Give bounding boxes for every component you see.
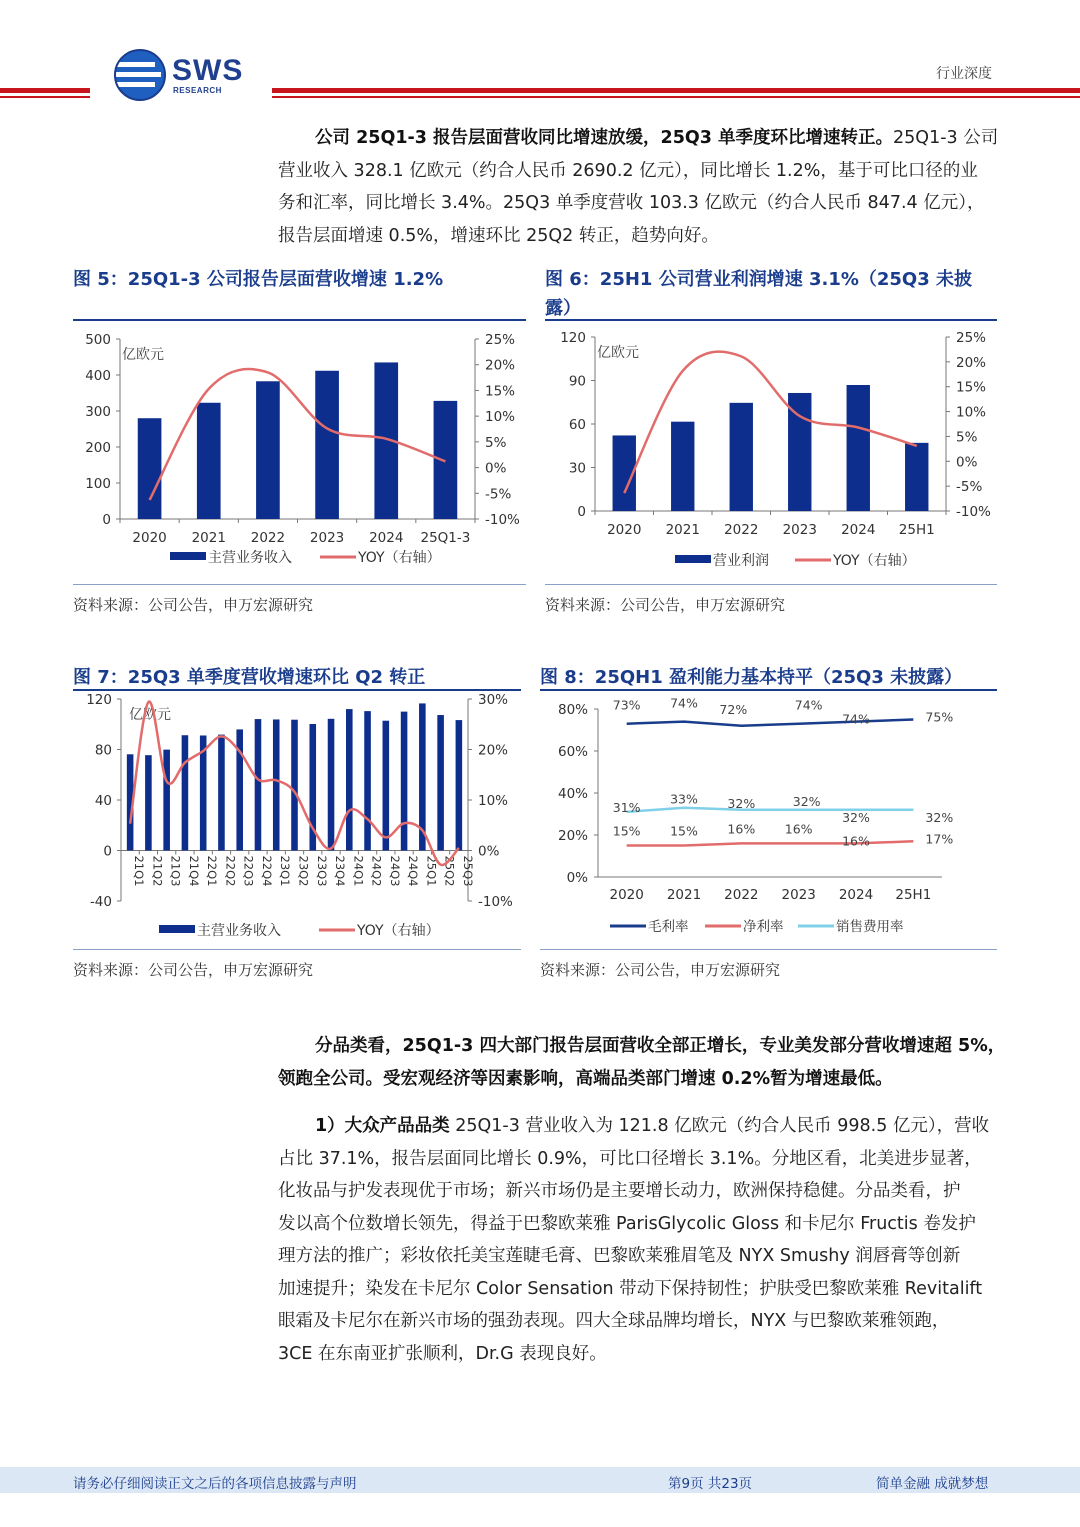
figure-6-top-rule bbox=[545, 319, 997, 321]
x-tick-label: 22Q3 bbox=[241, 855, 256, 887]
bar bbox=[671, 422, 694, 511]
legend-label-line: YOY（右轴） bbox=[833, 553, 916, 569]
x-tick-label: 2020 bbox=[609, 887, 644, 903]
data-label: 16% bbox=[784, 821, 813, 837]
data-label: 32% bbox=[925, 809, 954, 825]
bar bbox=[255, 719, 262, 850]
bar bbox=[401, 712, 408, 851]
data-label: 32% bbox=[727, 795, 756, 811]
y-tick-label: 80% bbox=[557, 702, 588, 718]
legend-label-bar: 主营业务收入 bbox=[197, 923, 281, 939]
paragraph-3-line: 3CE 在东南亚扩张顺利，Dr.G 表现良好。 bbox=[278, 1343, 607, 1364]
data-label: 32% bbox=[792, 793, 821, 809]
paragraph-3-line: 25Q1-3 营业收入为 121.8 亿欧元（约合人民币 998.5 亿元），营收 bbox=[449, 1116, 990, 1136]
series-line bbox=[627, 720, 914, 726]
header-rule-left-thin bbox=[0, 96, 90, 98]
footer-disclaimer: 请务必仔细阅读正文之后的各项信息披露与声明 bbox=[73, 1476, 357, 1492]
unit-label: 亿欧元 bbox=[597, 345, 639, 361]
x-tick-label: 2021 bbox=[191, 530, 226, 546]
data-label: 74% bbox=[794, 697, 823, 713]
x-tick-label: 2021 bbox=[666, 887, 702, 903]
x-tick-label: 2023 bbox=[309, 530, 345, 546]
y2-tick-label: -10% bbox=[956, 504, 991, 520]
yoy-line bbox=[624, 352, 917, 493]
bar bbox=[273, 719, 280, 850]
y2-tick-label: 5% bbox=[485, 434, 507, 451]
x-tick-label: 24Q1 bbox=[351, 855, 366, 887]
y2-tick-label: 0% bbox=[478, 843, 500, 860]
series-line bbox=[627, 841, 914, 845]
x-tick-label: 24Q2 bbox=[369, 855, 384, 887]
y-tick-label: 400 bbox=[85, 368, 111, 384]
bar bbox=[847, 385, 870, 511]
x-tick-label: 2022 bbox=[724, 887, 759, 903]
x-tick-label: 2023 bbox=[782, 522, 817, 538]
bar bbox=[182, 735, 189, 850]
legend-label-line: YOY（右轴） bbox=[358, 550, 441, 566]
figure-6-source: 资料来源：公司公告，申万宏源研究 bbox=[545, 596, 786, 614]
series-line bbox=[627, 808, 914, 812]
sws-logo-icon bbox=[113, 48, 167, 102]
paragraph-2 bbox=[278, 1030, 1018, 1095]
legend-label: 净利率 bbox=[743, 919, 784, 935]
y-tick-label: 0% bbox=[566, 870, 588, 886]
y-tick-label: 40% bbox=[557, 786, 588, 802]
y2-tick-label: 0% bbox=[956, 454, 978, 471]
doc-type: 行业深度 bbox=[936, 66, 992, 82]
y-tick-label: 80 bbox=[94, 742, 112, 759]
figure-6-title-line2: 露） bbox=[545, 298, 581, 319]
data-label: 72% bbox=[719, 701, 748, 717]
legend-label: 毛利率 bbox=[648, 919, 689, 935]
bar bbox=[456, 720, 463, 850]
y-tick-label: 40 bbox=[94, 793, 112, 809]
yoy-line bbox=[150, 369, 446, 500]
data-label: 74% bbox=[842, 711, 870, 727]
bar bbox=[145, 755, 152, 850]
paragraph-1-line: 营业收入 328.1 亿欧元（约合人民币 2690.2 亿元），同比增长 1.2%，基于可比口径的业 bbox=[278, 160, 978, 181]
x-tick-label: 23Q2 bbox=[296, 855, 311, 887]
figure-5-source: 资料来源：公司公告，申万宏源研究 bbox=[73, 596, 314, 614]
figure-5-chart bbox=[73, 322, 526, 580]
x-tick-label: 22Q4 bbox=[259, 855, 274, 887]
y2-tick-label: 10% bbox=[478, 793, 509, 809]
bar bbox=[163, 750, 170, 851]
x-tick-label: 23Q1 bbox=[278, 855, 293, 887]
x-tick-label: 2023 bbox=[781, 887, 816, 903]
y2-tick-label: 25% bbox=[956, 330, 987, 346]
y2-tick-label: -5% bbox=[956, 479, 983, 496]
x-tick-label: 23Q4 bbox=[333, 855, 348, 887]
y-tick-label: 0 bbox=[577, 504, 586, 520]
data-label: 16% bbox=[842, 833, 870, 849]
paragraph-3-line: 发以高个位数增长领先，得益于巴黎欧莱雅 ParisGlycolic Gloss 和卡尼尔 Fructis 卷发护 bbox=[278, 1213, 976, 1234]
legend-swatch-bar bbox=[159, 925, 195, 933]
figure-8-chart bbox=[540, 690, 997, 946]
unit-label: 亿欧元 bbox=[122, 347, 164, 363]
y-tick-label: 500 bbox=[85, 332, 111, 348]
figure-7-title: 图 7：25Q3 单季度营收增速环比 Q2 转正 bbox=[73, 667, 426, 688]
y-tick-label: -40 bbox=[89, 894, 112, 910]
paragraph-3-line: 化妆品与护发表现优于市场；新兴市场仍是主要增长动力，欧洲保持稳健。分品类看，护 bbox=[278, 1181, 961, 1201]
header bbox=[0, 0, 1080, 110]
y-tick-label: 0 bbox=[103, 843, 112, 860]
header-rule-right-thin bbox=[272, 96, 1080, 98]
paragraph-1-line: 报告层面增速 0.5%，增速环比 25Q2 转正，趋势向好。 bbox=[278, 225, 719, 246]
y-tick-label: 0 bbox=[102, 512, 111, 528]
figure-6-bottom-rule bbox=[545, 584, 997, 585]
bar bbox=[437, 715, 444, 850]
y2-tick-label: 15% bbox=[956, 379, 987, 396]
paragraph-1-lead: 公司 25Q1-3 报告层面营收同比增速放缓，25Q3 单季度环比增速转正。 bbox=[315, 128, 894, 148]
figure-8-bottom-rule bbox=[540, 949, 997, 950]
footer-page-number: 第9页 共23页 bbox=[668, 1476, 753, 1492]
x-tick-label: 2022 bbox=[250, 530, 286, 546]
legend-label-line: YOY（右轴） bbox=[357, 923, 440, 939]
bar bbox=[364, 711, 371, 850]
bar bbox=[328, 719, 335, 851]
y2-tick-label: -5% bbox=[485, 486, 512, 503]
paragraph-2-line: 领跑全公司。受宏观经济等因素影响，高端品类部门增速 0.2%暂为增速最低。 bbox=[278, 1068, 893, 1089]
legend-label-bar: 主营业务收入 bbox=[208, 550, 292, 566]
bar bbox=[730, 403, 753, 511]
y-tick-label: 120 bbox=[86, 692, 112, 708]
x-tick-label: 2021 bbox=[665, 522, 700, 538]
y2-tick-label: 20% bbox=[478, 742, 509, 759]
figure-8-title: 图 8：25QH1 盈利能力基本持平（25Q3 未披露） bbox=[540, 667, 963, 688]
paragraph-1 bbox=[278, 122, 1008, 252]
y-tick-label: 100 bbox=[85, 476, 111, 492]
bar bbox=[434, 401, 458, 519]
footer-slogan: 简单金融 成就梦想 bbox=[876, 1476, 989, 1492]
x-tick-label: 2024 bbox=[838, 887, 874, 903]
x-tick-label: 21Q2 bbox=[150, 855, 165, 887]
x-tick-label: 25H1 bbox=[898, 522, 935, 538]
y-tick-label: 200 bbox=[85, 440, 111, 456]
data-label: 74% bbox=[670, 695, 698, 711]
x-tick-label: 2022 bbox=[724, 522, 759, 538]
header-rule-right bbox=[272, 88, 1080, 93]
legend-label: 销售费用率 bbox=[836, 919, 904, 935]
x-tick-label: 2024 bbox=[369, 530, 404, 546]
figure-8-source: 资料来源：公司公告，申万宏源研究 bbox=[540, 961, 781, 979]
bar bbox=[218, 735, 225, 851]
figure-6-title-line1: 图 6：25H1 公司营业利润增速 3.1%（25Q3 未披 bbox=[545, 269, 973, 290]
y2-tick-label: 30% bbox=[478, 692, 509, 708]
y2-tick-label: 0% bbox=[485, 460, 507, 477]
logo-subtext: RESEARCH bbox=[173, 86, 222, 95]
y-tick-label: 300 bbox=[85, 404, 111, 420]
x-tick-label: 21Q1 bbox=[132, 855, 147, 887]
x-tick-label: 25Q1 bbox=[424, 855, 439, 887]
x-tick-label: 21Q3 bbox=[168, 855, 183, 887]
figure-7-source: 资料来源：公司公告，申万宏源研究 bbox=[73, 961, 314, 979]
x-tick-label: 22Q1 bbox=[205, 855, 220, 887]
bar bbox=[291, 720, 298, 851]
x-tick-label: 24Q4 bbox=[406, 855, 421, 887]
x-tick-label: 23Q3 bbox=[314, 855, 329, 887]
data-label: 31% bbox=[612, 799, 641, 815]
figure-5-title: 图 5：25Q1-3 公司报告层面营收增速 1.2% bbox=[73, 269, 444, 290]
y-tick-label: 90 bbox=[568, 373, 586, 390]
y2-tick-label: 15% bbox=[485, 383, 516, 400]
figure-6-title bbox=[545, 265, 995, 323]
x-tick-label: 25Q2 bbox=[442, 855, 457, 887]
y2-tick-label: 10% bbox=[956, 404, 987, 421]
data-label: 33% bbox=[670, 791, 698, 807]
y2-tick-label: 25% bbox=[485, 332, 516, 348]
header-rule-left bbox=[0, 88, 90, 93]
figure-6-chart bbox=[545, 322, 997, 580]
x-tick-label: 22Q2 bbox=[223, 855, 238, 887]
paragraph-3-lead: 1）大众产品品类 bbox=[315, 1116, 450, 1136]
data-label: 15% bbox=[612, 823, 641, 839]
paragraph-2-line: 分品类看，25Q1-3 四大部门报告层面营收全部正增长，专业美发部分营收增速超 5%， bbox=[315, 1036, 1006, 1056]
legend-label-bar: 营业利润 bbox=[713, 553, 769, 569]
y-tick-label: 60 bbox=[568, 417, 586, 433]
y-tick-label: 30 bbox=[568, 460, 586, 477]
bar bbox=[138, 418, 162, 519]
legend-swatch-bar bbox=[170, 552, 206, 560]
paragraph-3-line: 加速提升；染发在卡尼尔 Color Sensation 带动下保持韧性；护肤受巴黎欧莱雅 Revitalift bbox=[278, 1278, 983, 1299]
data-label: 17% bbox=[925, 831, 954, 847]
paragraph-3-line: 眼霜及卡尼尔在新兴市场的强劲表现。四大全球品牌均增长，NYX 与巴黎欧莱雅领跑， bbox=[278, 1311, 950, 1331]
x-tick-label: 25Q1-3 bbox=[420, 530, 471, 546]
x-tick-label: 25H1 bbox=[895, 887, 932, 903]
x-tick-label: 2020 bbox=[132, 530, 167, 546]
paragraph-1-line: 务和汇率，同比增长 3.4%。25Q3 单季度营收 103.3 亿欧元（约合人民币 847.4 亿元）， bbox=[278, 193, 985, 213]
y-tick-label: 60% bbox=[557, 744, 588, 760]
y2-tick-label: 20% bbox=[485, 357, 516, 374]
data-label: 75% bbox=[925, 709, 954, 725]
data-label: 73% bbox=[612, 697, 641, 713]
y2-tick-label: 20% bbox=[956, 354, 987, 371]
unit-label: 亿欧元 bbox=[129, 707, 171, 723]
bar bbox=[197, 403, 221, 519]
data-label: 16% bbox=[727, 821, 756, 837]
y2-tick-label: 10% bbox=[485, 409, 516, 426]
y2-tick-label: -10% bbox=[478, 894, 513, 910]
paragraph-3-line: 占比 37.1%，报告层面同比增长 0.9%，可比口径增长 3.1%。分地区看，北美进步显著， bbox=[278, 1148, 982, 1169]
figure-7-chart bbox=[73, 690, 521, 946]
legend-swatch-bar bbox=[675, 555, 711, 563]
figure-5-top-rule bbox=[73, 319, 526, 321]
x-tick-label: 21Q4 bbox=[186, 855, 201, 887]
bar bbox=[315, 371, 339, 519]
x-tick-label: 2024 bbox=[841, 522, 876, 538]
data-label: 32% bbox=[842, 809, 870, 825]
y-tick-label: 20% bbox=[557, 828, 588, 844]
y-tick-label: 120 bbox=[560, 330, 586, 346]
paragraph-3 bbox=[278, 1110, 1008, 1370]
logo-text: SWS bbox=[172, 54, 244, 87]
x-tick-label: 24Q3 bbox=[387, 855, 402, 887]
x-tick-label: 2020 bbox=[607, 522, 642, 538]
x-tick-label: 25Q3 bbox=[460, 855, 475, 887]
bar bbox=[346, 709, 353, 850]
y2-tick-label: -10% bbox=[485, 512, 520, 528]
bar bbox=[256, 381, 280, 519]
paragraph-3-line: 理方法的推广；彩妆依托美宝莲睫毛膏、巴黎欧莱雅眉笔及 NYX Smushy 润唇膏等创新 bbox=[278, 1246, 961, 1266]
paragraph-1-line: 25Q1-3 公司 bbox=[893, 128, 999, 148]
y2-tick-label: 5% bbox=[956, 429, 978, 446]
figure-7-bottom-rule bbox=[73, 949, 521, 950]
figure-5-bottom-rule bbox=[73, 584, 526, 585]
data-label: 15% bbox=[670, 823, 698, 839]
bar bbox=[905, 443, 928, 511]
bar bbox=[383, 721, 390, 851]
